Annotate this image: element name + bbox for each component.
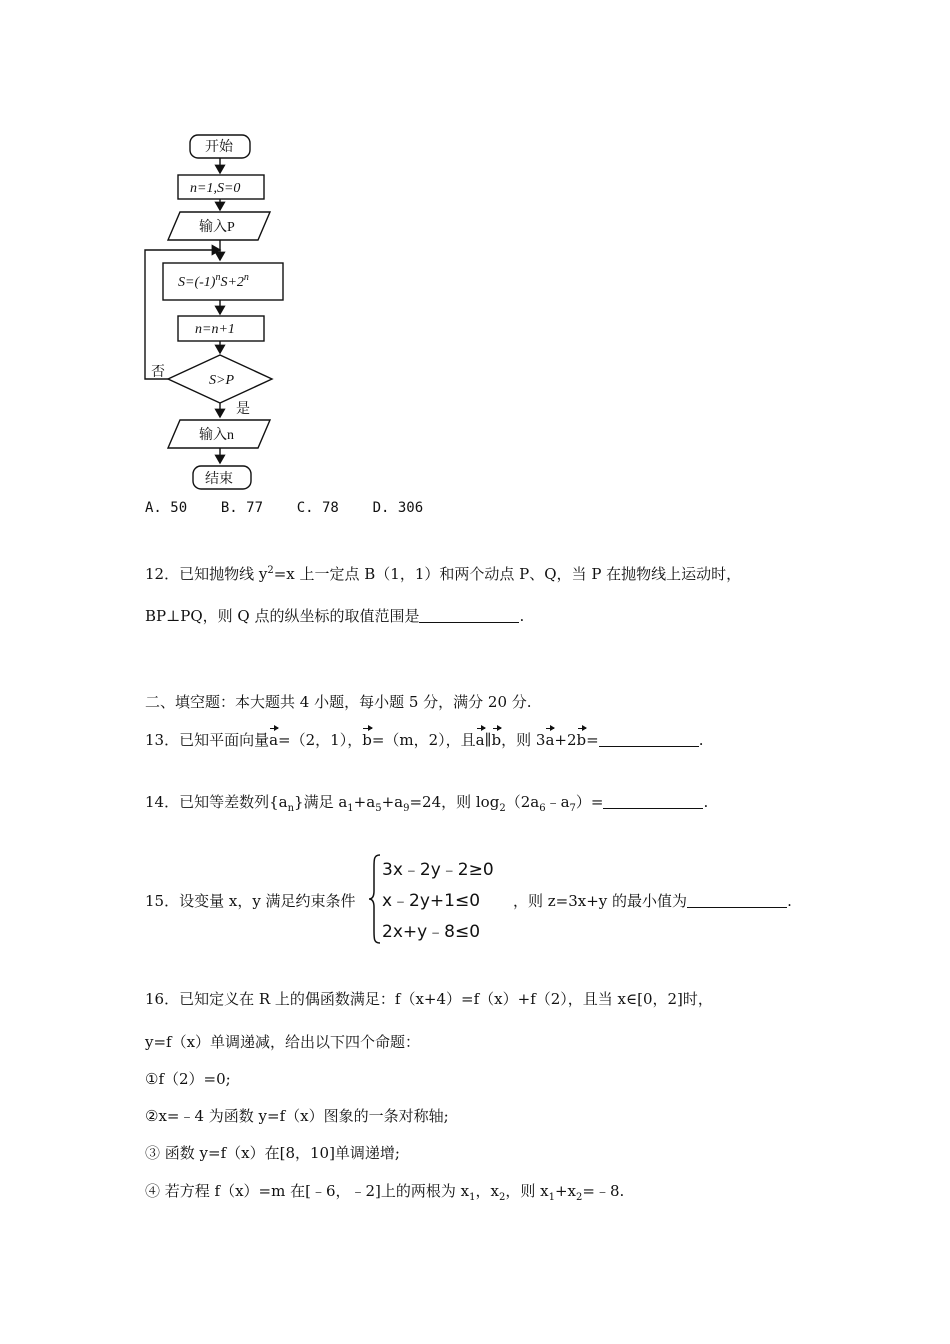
flowchart <box>0 0 300 500</box>
q13-line: 13．已知平面向量a=（2，1），b=（m，2），且a∥b，则 3a+2b= . <box>145 731 704 749</box>
flow-input-p-label: 输入P <box>199 220 235 235</box>
q15-constraint-system <box>368 853 508 945</box>
q15-suffix: ，则 z=3x+y 的最小值为 . <box>513 892 792 910</box>
flow-init-label: n=1,S=0 <box>190 181 241 196</box>
q15-prefix: 15．设变量 x，y 满足约束条件 <box>145 892 356 910</box>
q16-item1: ①f（2）=0; <box>145 1070 231 1088</box>
q16-item3: ③ 函数 y=f（x）在[8，10]单调递增; <box>145 1144 400 1162</box>
q12-line2: BP⊥PQ，则 Q 点的纵坐标的取值范围是 . <box>145 607 525 625</box>
vector-b: b <box>362 731 372 749</box>
flow-start-label: 开始 <box>205 140 233 155</box>
constraint-1: 3x﹣2y﹣2≥0 <box>382 860 494 880</box>
flow-end-label: 结束 <box>205 472 233 487</box>
section2-heading: 二、填空题：本大题共 4 小题，每小题 5 分，满分 20 分. <box>145 693 532 711</box>
flow-no-label: 否 <box>151 365 165 380</box>
q16-line1: 16．已知定义在 R 上的偶函数满足：f（x+4）=f（x）+f（2），且当 x∈[0，2]时， <box>145 990 713 1008</box>
flow-output-n-label: 输入n <box>199 428 234 443</box>
q15-answer-blank[interactable] <box>687 893 787 908</box>
q16-line2: y=f（x）单调递减，给出以下四个命题： <box>145 1033 421 1051</box>
q16-item4: ④ 若方程 f（x）=m 在[﹣6，﹣2]上的两根为 $x_1$，$x_2$，则 $x_1+x_2=﹣8$. <box>145 1182 625 1203</box>
q11-options: A. 50 B. 77 C. 78 D. 306 <box>145 500 424 516</box>
flow-increment-label: n=n+1 <box>195 322 235 337</box>
q14-answer-blank[interactable] <box>603 794 703 809</box>
constraint-2: x﹣2y+1≤0 <box>382 891 481 911</box>
flow-condition-label: S>P <box>209 373 234 388</box>
q14-line: 14．已知等差数列$\{a_n\}$满足 $a_1+a_5+a_9=24$，则 $\log_2(2a_6﹣a_7)=$ . <box>145 793 709 814</box>
q12-answer-blank[interactable] <box>419 608 519 623</box>
q16-item2: ②x=﹣4 为函数 y=f（x）图象的一条对称轴; <box>145 1107 449 1125</box>
constraint-3: 2x+y﹣8≤0 <box>382 922 481 942</box>
left-brace-icon <box>368 853 382 945</box>
vector-a: a <box>269 731 279 749</box>
q13-answer-blank[interactable] <box>599 732 699 747</box>
flow-yes-label: 是 <box>236 402 250 417</box>
flow-update-s-label: $S=(-1)^nS+2^n$ <box>178 272 249 290</box>
q12-line1: 12．已知抛物线 $y^2=x$ 上一定点 B（1，1）和两个动点 P、Q，当 P 在抛物线上运动时， <box>145 565 742 583</box>
